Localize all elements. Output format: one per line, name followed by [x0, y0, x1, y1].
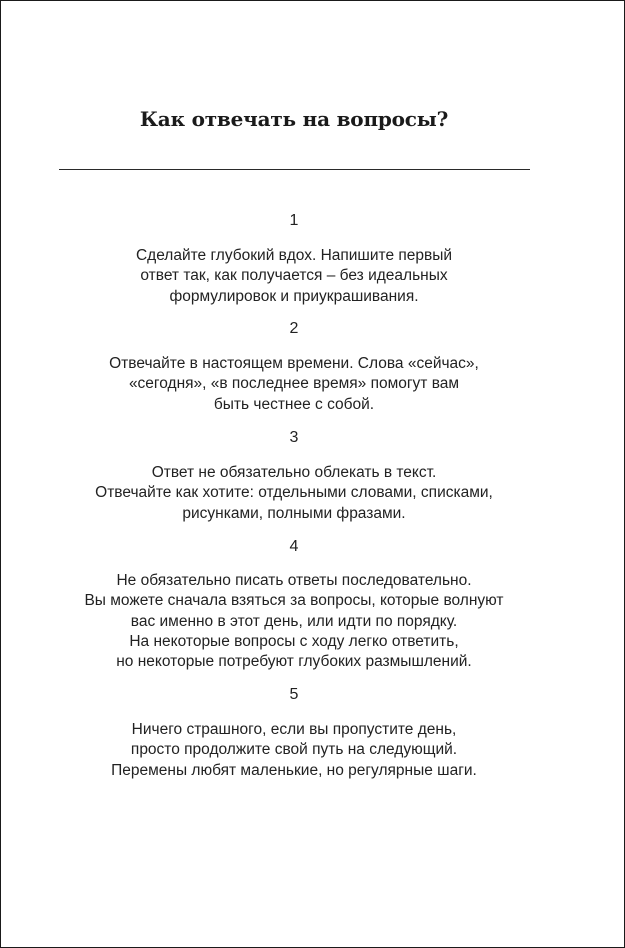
tip-text-2: Отвечайте в настоящем времени. Слова «сейчас», «сегодня», «в последнее время» помогут вам быть честнее с собой.	[109, 355, 479, 413]
tip-number-5: 5	[289, 686, 299, 703]
tip-text-3: Ответ не обязательно облекать в текст. Отвечайте как хотите: отдельными словами, списками, рисунками, полными фразами.	[95, 464, 493, 522]
tip-text-5: Ничего страшного, если вы пропустите день, просто продолжите свой путь на следующий. Перемены любят маленькие, но регулярные шаги.	[111, 721, 477, 779]
tip-text-1: Сделайте глубокий вдох. Напишите первый ответ так, как получается – без идеальных формулировок и приукрашивания.	[135, 247, 453, 305]
tip-number-2: 2	[289, 320, 299, 337]
page-title: Как отвечать на вопросы?	[139, 107, 449, 131]
tip-number-3: 3	[289, 429, 299, 446]
tip-text-4: Не обязательно писать ответы последовательно. Вы можете сначала взяться за вопросы, которые волнуют вас именно в этот день, или идти по порядку. На некоторые вопросы с ходу легко ответить, но некоторые потребуют глубоких размышлений.	[84, 572, 504, 671]
tip-number-1: 1	[289, 212, 299, 229]
tip-number-4: 4	[289, 538, 299, 555]
title-divider	[59, 169, 530, 170]
